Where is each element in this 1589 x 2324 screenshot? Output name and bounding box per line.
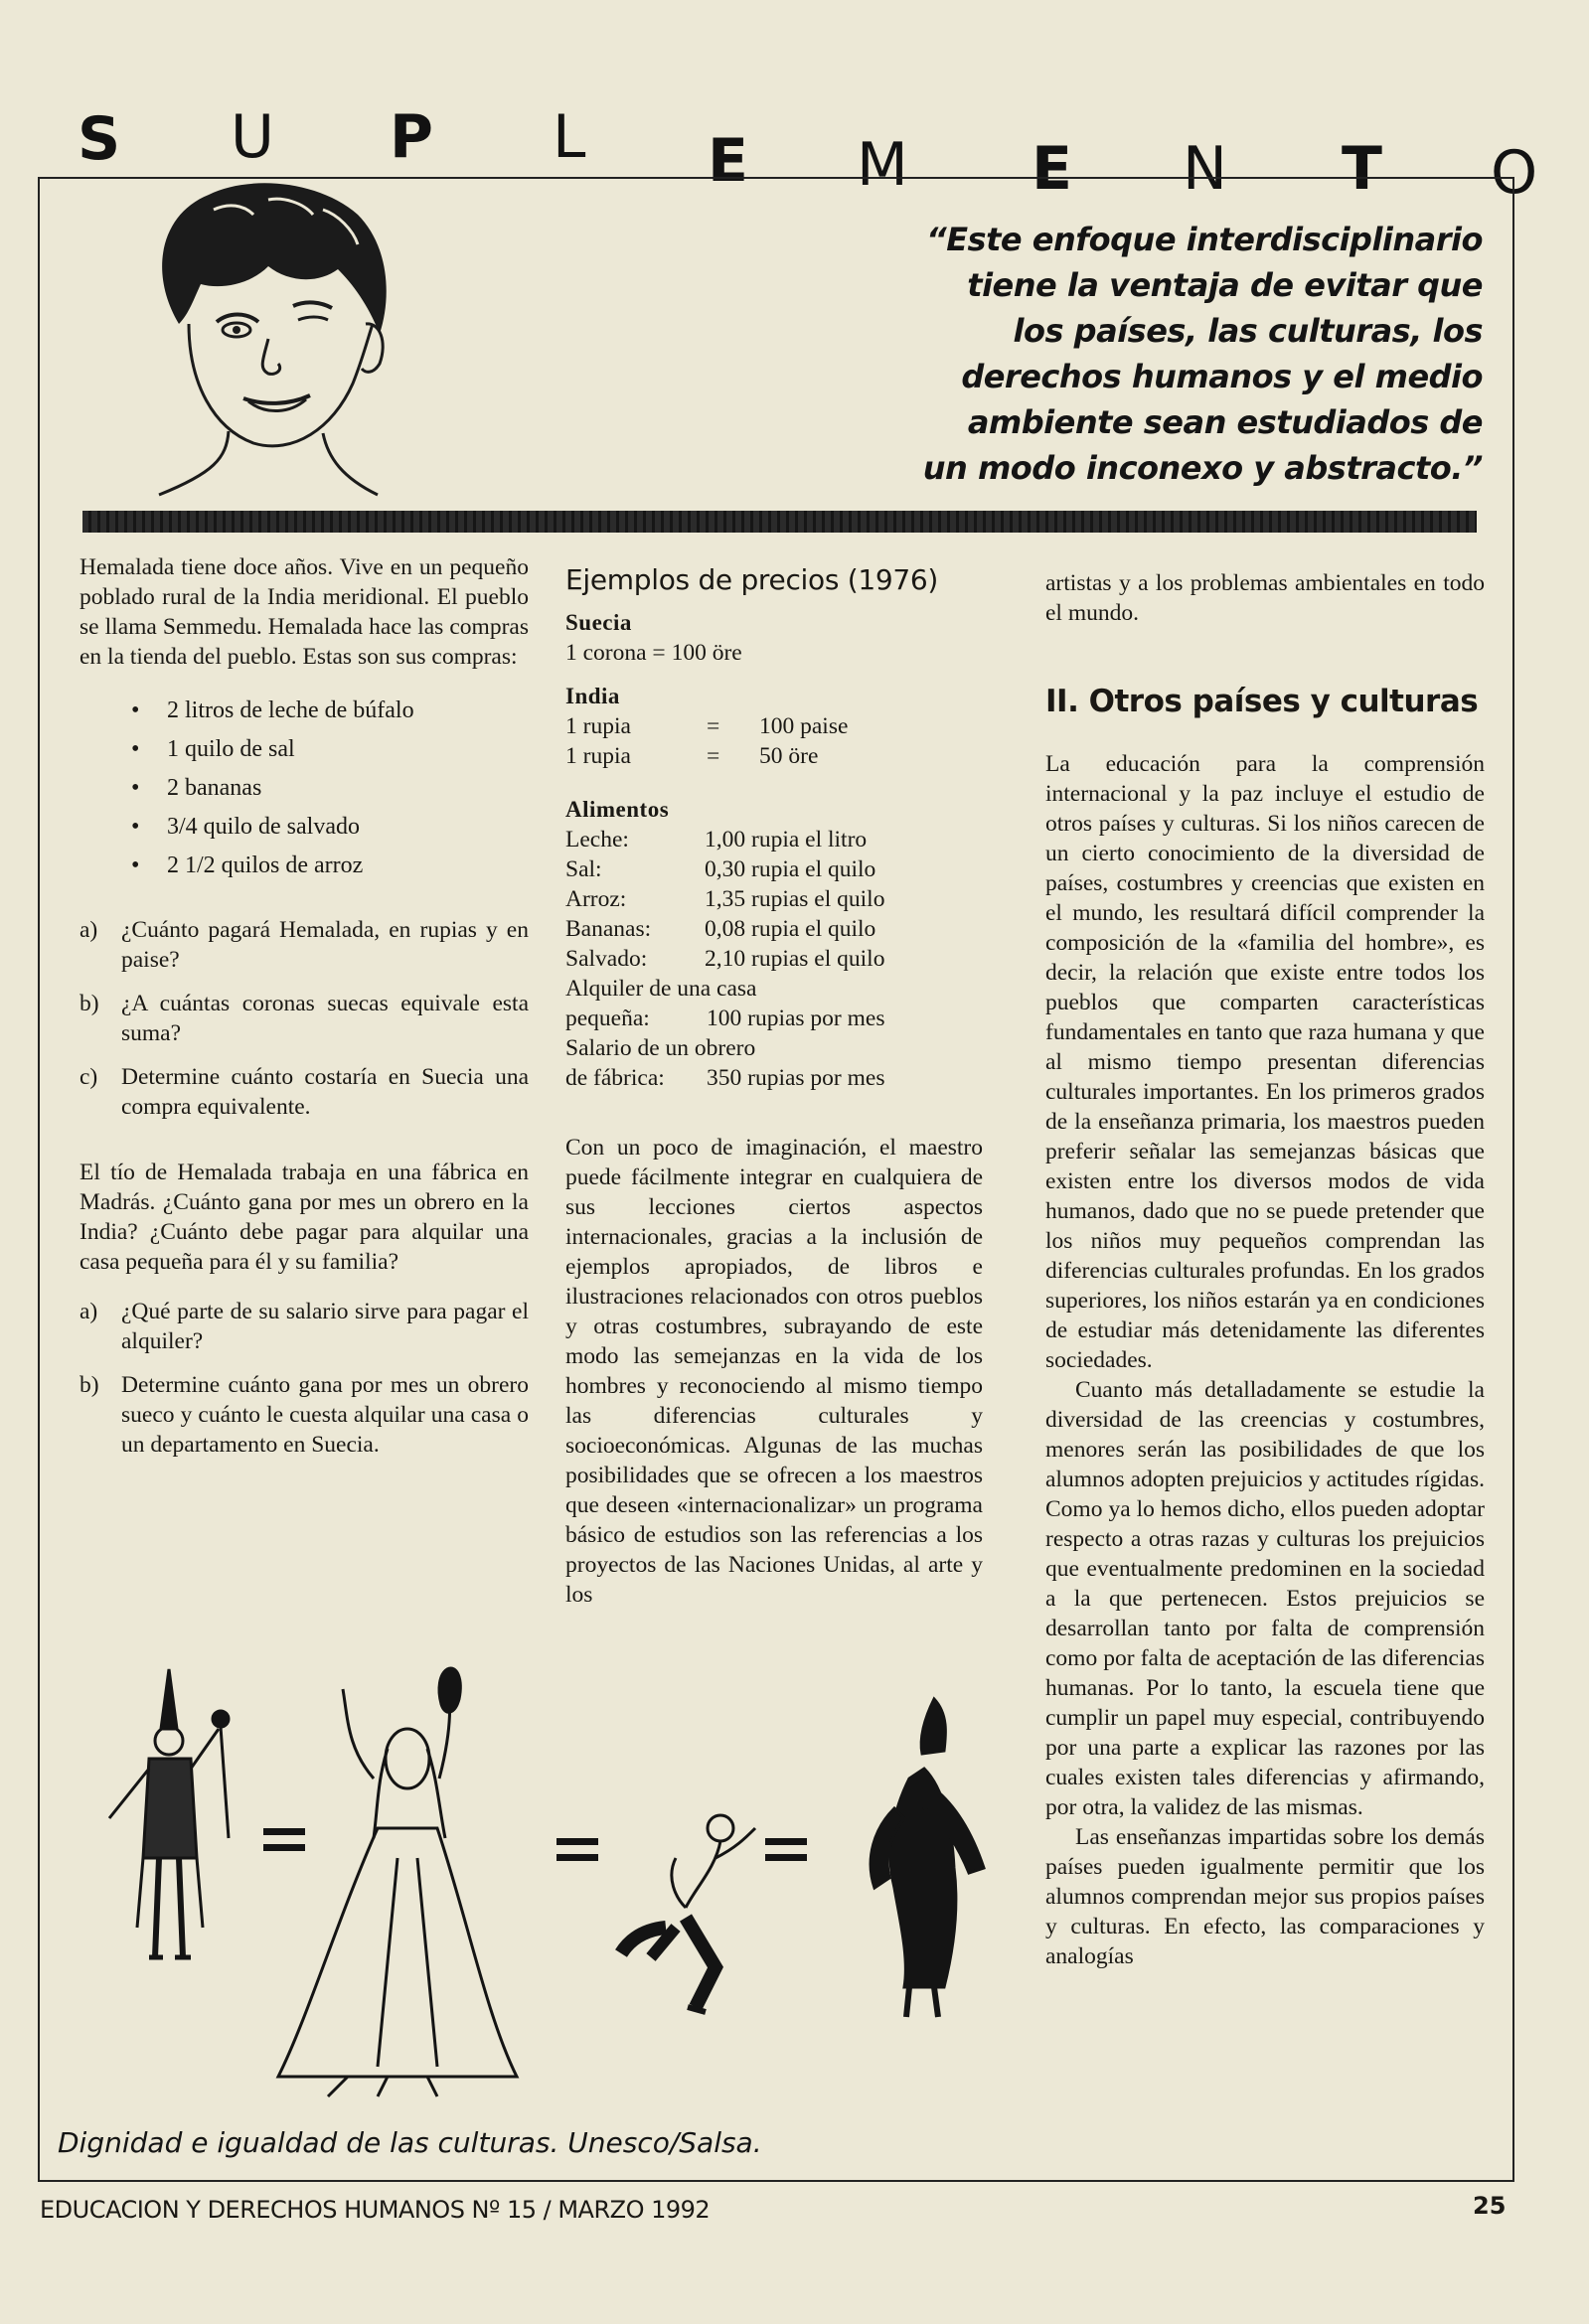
header-letter: T [1342, 134, 1382, 204]
dancer-figure [278, 1668, 517, 2096]
question-letter: b) [79, 991, 99, 1016]
price-row-label: Sal: [565, 856, 602, 882]
price-row-label: 1 rupia [565, 743, 631, 769]
list-item: • 2 litros de leche de búfalo [79, 696, 529, 734]
section-divider-bar [82, 511, 1477, 533]
figure-caption: Dignidad e igualdad de las culturas. Unesco/Salsa. [58, 2126, 762, 2159]
column-left [79, 552, 529, 1460]
quote-line: derechos humanos y el medio [961, 358, 1483, 395]
paragraph: La educación para la comprensión internacional y la paz incluye el estudio de otros países y culturas. Si los niños carecen de un cierto conocimiento de la diversidad de países, costumbres y creencias que existen en el mundo, les resultará difícil comprender la composición de la «familia del hombre», es decir, la relación que existe entre todos los pueblos que comparten características fundamentales en tanto que raza humana y que al mismo tiempo presentan diferencias culturales importantes. En los primeros grados de la enseñanza primaria, los maestros pueden preferir señalar las semejanzas básicas que existen entre los diversos modos de vida humanos, dado que no se puede pretender que los niños muy pequeños comprendan las diferencias culturales profundas. En los grados superiores, los niños estarán ya en condiciones de estudiar más detenidamente las diferentes sociedades. [1045, 751, 1485, 1373]
paragraph: Las enseñanzas impartidas sobre los demás países pueden igualmente permitir que los alumnos comprendan mejor sus propios países y culturas. En efecto, las comparaciones y analogías [1045, 1824, 1485, 1969]
price-line: 1 corona = 100 öre [565, 640, 742, 666]
footer-publication: EDUCACION Y DERECHOS HUMANOS Nº 15 / MARZO 1992 [40, 2196, 711, 2224]
header-letter: S [78, 104, 121, 174]
price-row [565, 741, 983, 771]
price-row [565, 1004, 983, 1033]
price-line: Alquiler de una casa [565, 976, 757, 1002]
header-letter: U [231, 102, 274, 172]
price-row-eq: = [707, 713, 720, 739]
question-letter: b) [79, 1372, 99, 1398]
equals-sign [263, 1828, 305, 1851]
purchase-list [79, 696, 529, 889]
price-row-label: de fábrica: [565, 1065, 665, 1091]
price-row-label: Bananas: [565, 916, 652, 942]
portrait-illustration [119, 175, 417, 503]
question-text: Determine cuánto gana por mes un obrero sueco y cuánto le cuesta alquilar una casa o un departamento en Suecia. [121, 1372, 529, 1458]
price-row [565, 914, 983, 944]
question-item [79, 915, 529, 975]
price-row [565, 884, 983, 914]
price-row [565, 854, 983, 884]
price-row-value: 1,35 rupias el quilo [705, 886, 885, 912]
price-row-label: Arroz: [565, 886, 627, 912]
price-row [565, 944, 983, 974]
list-item: • 2 1/2 quilos de arroz [79, 851, 529, 889]
prices-subhead: Alimentos [565, 797, 670, 822]
price-row-value: 0,08 rupia el quilo [705, 916, 876, 942]
column-right [1045, 568, 1485, 1971]
column-middle [565, 562, 983, 1610]
question-text: Determine cuánto costaría en Suecia una compra equivalente. [121, 1064, 529, 1120]
equals-sign [556, 1838, 598, 1861]
question-text: ¿A cuántas coronas suecas equivale esta suma? [121, 991, 529, 1046]
price-row-label: Leche: [565, 827, 629, 852]
paragraph: artistas y a los problemas ambientales en todo el mundo. [1045, 570, 1485, 626]
dancer-figure [621, 1815, 755, 2012]
prices-title: Ejemplos de precios (1976) [565, 563, 939, 596]
list-item: • 1 quilo de sal [79, 734, 529, 773]
question-letter: a) [79, 917, 98, 943]
price-row-value: 2,10 rupias el quilo [705, 946, 885, 972]
header-letter: P [390, 102, 433, 172]
question-text: ¿Cuánto pagará Hemalada, en rupias y en paise? [121, 917, 529, 973]
question-item [79, 1062, 529, 1122]
header-letter: E [1032, 134, 1072, 204]
list-item: • 3/4 quilo de salvado [79, 812, 529, 851]
question-item [79, 1370, 529, 1460]
dancer-figure [871, 1699, 984, 2017]
price-line: Salario de un obrero [565, 1035, 756, 1061]
question-text: ¿Qué parte de su salario sirve para pagar el alquiler? [121, 1299, 529, 1354]
header-letter: M [857, 130, 908, 200]
price-row [565, 1063, 983, 1093]
list-item: • 2 bananas [79, 773, 529, 812]
price-row-value: 1,00 rupia el litro [705, 827, 868, 852]
price-row-label: pequeña: [565, 1006, 650, 1031]
header-letter: E [708, 126, 748, 196]
price-row-value: 100 paise [759, 713, 849, 739]
header-letter: L [553, 102, 586, 172]
pull-quote [894, 217, 1483, 491]
header-letter: O [1491, 138, 1538, 208]
price-row-label: Salvado: [565, 946, 648, 972]
paragraph: Cuanto más detalladamente se estudie la diversidad de las creencias y costumbres, menores serán las posibilidades de que los alumnos adopten prejuicios y actitudes rígidas. Como ya lo hemos dicho, ellos pueden adoptar respecto a otras razas y culturas los prejuicios que eventualmente predominen en la sociedad a la que pertenecen. Estos prejuicios se desarrollan tanto por falta de comprensión como por falta de aceptación de las diferencias humanas. Por lo tanto, la escuela tiene que cumplir un papel muy especial, contribuyendo por una parte a explicar las razones por las cuales existen tales diferencias y afirmando, por otra, la validez de las mismas. [1045, 1377, 1485, 1820]
price-row-eq: = [707, 743, 720, 769]
header-letter: N [1183, 134, 1227, 204]
equals-sign [765, 1838, 807, 1861]
price-row [565, 825, 983, 854]
price-row-value: 100 rupias por mes [707, 1006, 885, 1031]
question-letter: c) [79, 1064, 98, 1090]
quote-line: tiene la ventaja de evitar que [967, 266, 1483, 304]
question-item [79, 989, 529, 1048]
price-row-value: 50 öre [759, 743, 819, 769]
price-row-value: 350 rupias por mes [707, 1065, 885, 1091]
prices-subhead: India [565, 684, 620, 708]
paragraph: El tío de Hemalada trabaja en una fábrica en Madrás. ¿Cuánto gana por mes un obrero en la India? ¿Cuánto debe pagar para alquilar una casa pequeña para él y su familia? [79, 1160, 529, 1275]
prices-subhead: Suecia [565, 610, 632, 635]
quote-line: un modo inconexo y abstracto.” [922, 449, 1483, 487]
price-row-value: 0,30 rupia el quilo [705, 856, 876, 882]
quote-line: ambiente sean estudiados de [967, 403, 1483, 441]
intro-paragraph: Hemalada tiene doce años. Vive en un pequeño poblado rural de la India meridional. El pueblo se llama Semmedu. Hemalada hace las compras en la tienda del pueblo. Estas son sus compras: [79, 554, 529, 670]
paragraph: Con un poco de imaginación, el maestro puede fácilmente integrar en cualquiera de sus lecciones ciertos aspectos internacionales, gracias a la inclusión de ejemplos apropiados, de libros e ilustraciones relacionados con otros pueblos y otras costumbres, subrayando de este modo las semejanzas en la vida de los hombres y reconociendo al mismo tiempo las diferencias culturales y socioeconómicas. Algunas de las muchas posibilidades que se ofrecen a los maestros que deseen «internacionalizar» un programa básico de estudios son las referencias a los proyectos de las Naciones Unidas, al arte y los [565, 1135, 983, 1608]
section-title: II. Otros países y culturas [1045, 684, 1479, 719]
question-item [79, 1297, 529, 1356]
price-row-label: 1 rupia [565, 713, 631, 739]
price-row [565, 711, 983, 741]
quote-line: los países, las culturas, los [1013, 312, 1483, 350]
cultures-illustration [79, 1659, 994, 2126]
quote-line: “Este enfoque interdisciplinario [926, 221, 1483, 258]
dancer-figure [109, 1669, 229, 1957]
question-letter: a) [79, 1299, 98, 1324]
page-number: 25 [1473, 2192, 1507, 2220]
